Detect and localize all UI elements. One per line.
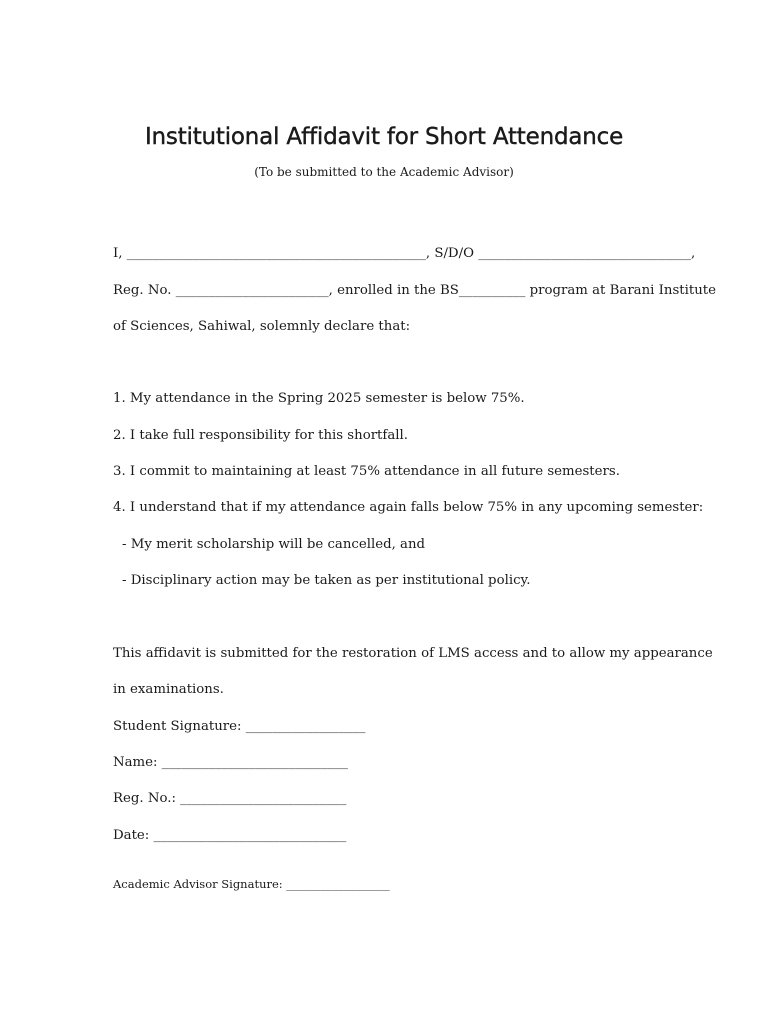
student-signature-field: Student Signature: __________________ [113, 719, 366, 734]
intro-line-institute: of Sciences, Sahiwal, solemnly declare that: [113, 319, 411, 334]
advisor-signature-field: Academic Advisor Signature: __________________ [113, 877, 390, 891]
date-field: Date: _____________________________ [113, 828, 347, 843]
declaration-item: 1. My attendance in the Spring 2025 semester is below 75%. [113, 391, 525, 406]
reg-no-field: Reg. No.: _________________________ [113, 791, 347, 806]
intro-line-reg: Reg. No. _______________________, enrolled in the BS__________ program at Barani Institute [113, 283, 717, 298]
declaration-item: 2. I take full responsibility for this shortfall. [113, 428, 408, 443]
name-field: Name: ____________________________ [113, 755, 348, 770]
document-title: Institutional Affidavit for Short Attendance [144, 124, 624, 150]
consequence-item: - Disciplinary action may be taken as per institutional policy. [122, 573, 531, 588]
consequence-item: - My merit scholarship will be cancelled, and [122, 537, 426, 552]
purpose-line: in examinations. [113, 682, 224, 697]
document-subtitle: (To be submitted to the Academic Advisor) [254, 165, 514, 179]
purpose-line: This affidavit is submitted for the restoration of LMS access and to allow my appearance [113, 646, 713, 661]
intro-line-name: I, _____________________________________________, S/D/O ________________________________, [113, 246, 696, 261]
declaration-item: 3. I commit to maintaining at least 75% attendance in all future semesters. [113, 464, 620, 479]
declaration-item: 4. I understand that if my attendance again falls below 75% in any upcoming semester: [113, 500, 704, 515]
